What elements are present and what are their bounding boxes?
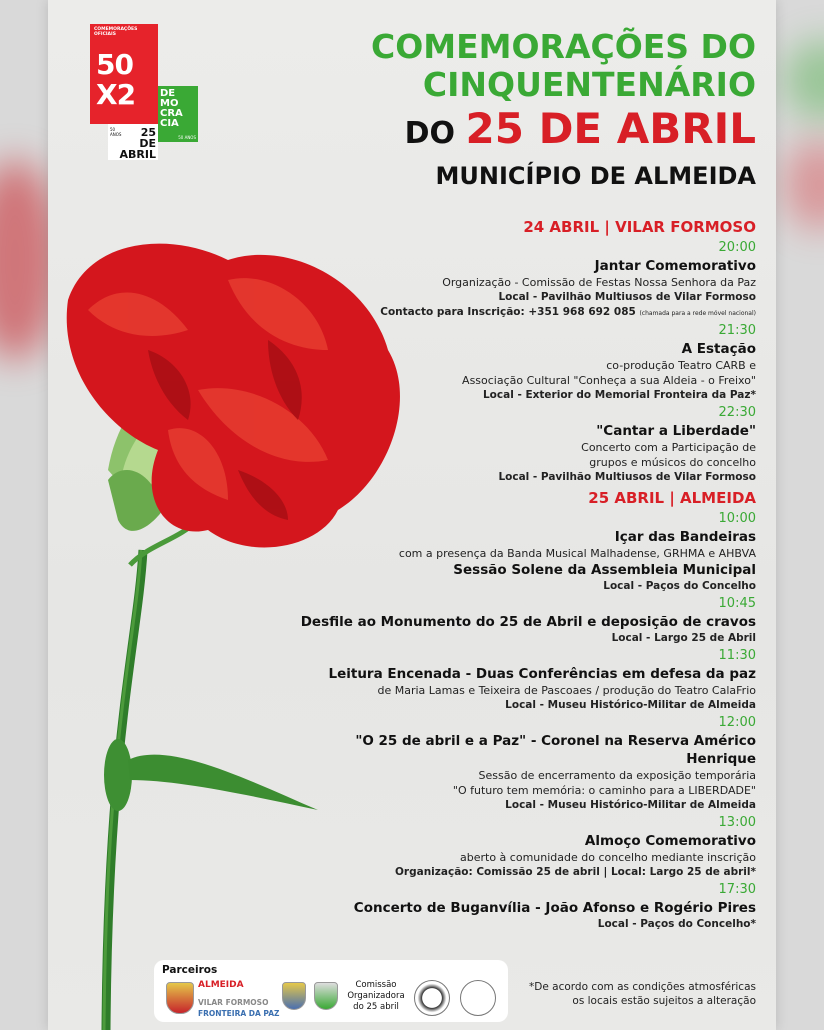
- title-date: 25 DE ABRIL: [465, 104, 756, 153]
- logo-50x2-text: 50 X2: [96, 48, 136, 111]
- event-time: 20:00: [718, 240, 756, 255]
- event-detail-text: Local - Paços do Concelho*: [597, 918, 756, 930]
- carnation-emblem-icon: [414, 980, 450, 1016]
- event-detail-line: [286, 455, 756, 470]
- event-detail-line: [286, 768, 756, 783]
- event-title: A Estação: [681, 341, 756, 357]
- event-poster: [48, 0, 776, 1030]
- almeida-vilar-formoso-logo: [198, 980, 279, 1019]
- logo-small-text: COMEMORAÇÕES OFICIAIS: [94, 27, 138, 37]
- 50x2-logo: [90, 24, 198, 160]
- logo-white-block: [108, 124, 158, 160]
- event-detail-line: [286, 917, 756, 932]
- logo-democracia-text: DE MO CRA CIA: [160, 88, 183, 129]
- event-detail-text: Local - Pavilhão Multiusos de Vilar Formoso: [498, 471, 756, 483]
- event-title: Almoço Comemorativo: [584, 833, 756, 849]
- logo-red-block: [90, 24, 158, 124]
- event-time: 11:30: [718, 648, 756, 663]
- title-do: DO: [404, 116, 466, 151]
- event-detail-line: [286, 783, 756, 798]
- event-detail-line: [286, 631, 756, 646]
- event-detail-line: [286, 850, 756, 865]
- association-crest-icon: [282, 982, 306, 1010]
- event-detail-text: Local - Museu Histórico-Militar de Almeida: [505, 699, 756, 711]
- event-time: 13:00: [718, 815, 756, 830]
- event-time: 12:00: [718, 715, 756, 730]
- event-detail-text: Organização: Comissão 25 de abril | Local: Largo 25 de abril*: [395, 866, 756, 878]
- event-title: Sessão Solene da Assembleia Municipal: [453, 562, 756, 578]
- parish-crest-icon: [314, 982, 338, 1010]
- logo-green-block: [158, 86, 198, 142]
- municipality-name: MUNICÍPIO DE ALMEIDA: [435, 162, 756, 190]
- event-time: 22:30: [718, 405, 756, 420]
- event-detail-text: Concerto com a Participação de: [581, 441, 756, 454]
- fronteira-da-paz-text: FRONTEIRA DA PAZ: [198, 1009, 280, 1018]
- event-detail-text: Sessão de encerramento da exposição temporária: [478, 769, 756, 782]
- partners-panel: [154, 960, 508, 1022]
- partners-label: Parceiros: [162, 964, 218, 976]
- event-detail-line: [286, 579, 756, 594]
- event-detail-text: "O futuro tem memória: o caminho para a LIBERDADE": [452, 784, 756, 797]
- event-detail-text: de Maria Lamas e Teixeira de Pascoaes / produção do Teatro CalaFrio: [377, 684, 756, 697]
- logo-25-abril-text: 25 DE ABRIL: [119, 126, 156, 161]
- logo-green-anos: 50 ANOS: [178, 135, 196, 140]
- event-title: "Cantar a Liberdade": [596, 423, 756, 439]
- logo-white-anos: 50 ANOS: [110, 127, 122, 137]
- event-detail-text: aberto à comunidade do concelho mediante inscrição: [460, 851, 756, 864]
- event-detail-note: (chamada para a rede móvel nacional): [639, 310, 756, 317]
- event-title: Concerto de Buganvília - João Afonso e Rogério Pires: [353, 900, 756, 916]
- event-detail-line: [286, 358, 756, 373]
- vilar-formoso-text: VILAR FORMOSO: [198, 998, 269, 1007]
- event-detail-line: [286, 798, 756, 813]
- day-heading: 25 ABRIL | ALMEIDA: [588, 489, 756, 507]
- event-detail-text: Organização - Comissão de Festas Nossa Senhora da Paz: [442, 276, 756, 289]
- day-heading: 24 ABRIL | VILAR FORMOSO: [523, 218, 756, 236]
- event-detail-text: co-produção Teatro CARB e: [606, 359, 756, 372]
- title-line-3: [371, 104, 756, 159]
- event-detail-line: [286, 698, 756, 713]
- event-detail-line: [286, 440, 756, 455]
- event-detail-line: [286, 388, 756, 403]
- title-line-1: COMEMORAÇÕES DO: [370, 27, 756, 66]
- event-time: 21:30: [718, 323, 756, 338]
- event-title: "O 25 de abril e a Paz" - Coronel na Reserva Américo Henrique: [355, 733, 756, 767]
- event-detail-text: Local - Pavilhão Multiusos de Vilar Formoso: [498, 291, 756, 303]
- event-title: Jantar Comemorativo: [594, 258, 756, 274]
- event-detail-text: Contacto para Inscrição: +351 968 692 085: [380, 306, 640, 318]
- event-detail-line: [286, 683, 756, 698]
- weather-note: *De acordo com as condições atmosféricas os locais estão sujeitos a alteração: [529, 981, 756, 1007]
- event-detail-text: Local - Largo 25 de Abril: [611, 632, 756, 644]
- event-detail-line: [286, 865, 756, 880]
- event-program: [286, 214, 756, 932]
- event-detail-line: [286, 275, 756, 290]
- event-title: Leitura Encenada - Duas Conferências em defesa da paz: [328, 666, 756, 682]
- event-detail-line: [286, 546, 756, 561]
- event-time: 10:45: [718, 596, 756, 611]
- event-time: 10:00: [718, 511, 756, 526]
- almeida-logo-text: ALMEIDA: [198, 980, 244, 990]
- event-detail-text: Local - Museu Histórico-Militar de Almeida: [505, 799, 756, 811]
- event-title: Desfile ao Monumento do 25 de Abril e deposição de cravos: [300, 614, 756, 630]
- event-time: 17:30: [718, 882, 756, 897]
- event-detail-text: com a presença da Banda Musical Malhadense, GRHMA e AHBVA: [398, 547, 756, 560]
- event-detail-text: Associação Cultural "Conheça a sua Aldeia - o Freixo": [462, 374, 756, 387]
- poster-title: [371, 28, 756, 193]
- 25-abril-emblem-icon: [460, 980, 496, 1016]
- comissao-organizadora: Comissão Organizadora do 25 abril: [347, 980, 405, 1012]
- event-detail-line: [286, 373, 756, 388]
- event-detail-text: Local - Exterior do Memorial Fronteira da Paz*: [482, 389, 756, 401]
- almeida-crest-icon: [166, 982, 194, 1014]
- title-line-2: CINQUENTENÁRIO: [422, 65, 756, 104]
- event-detail-line: [286, 470, 756, 485]
- event-detail-text: Local - Paços do Concelho: [603, 580, 756, 592]
- event-detail-line: [286, 305, 756, 321]
- event-detail-line: [286, 290, 756, 305]
- event-title: Içar das Bandeiras: [614, 529, 756, 545]
- event-detail-text: grupos e músicos do concelho: [589, 456, 756, 469]
